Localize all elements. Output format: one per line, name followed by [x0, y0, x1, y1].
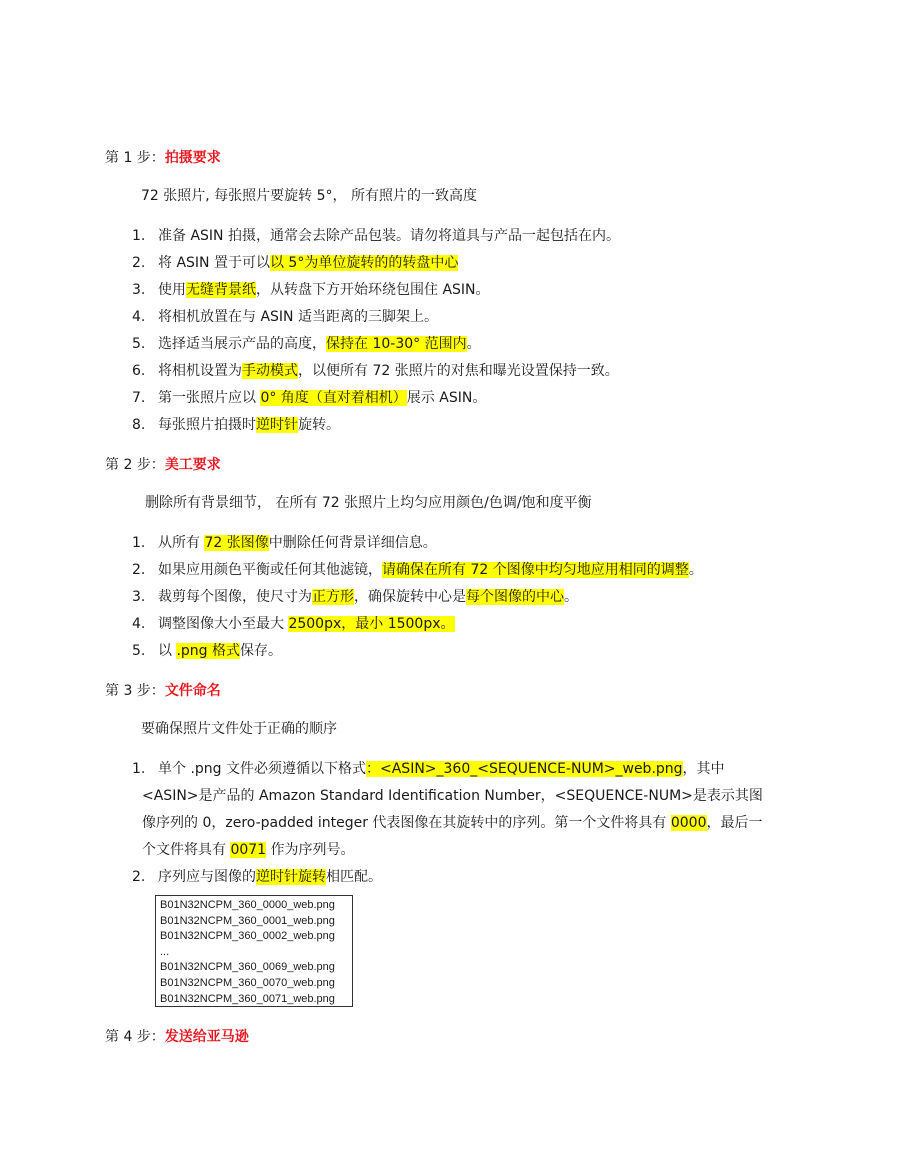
step2-item-1: 1. 从所有 72 张图像中删除任何背景详细信息。 — [132, 535, 437, 551]
step2-intro: 删除所有背景细节， 在所有 72 张照片上均匀应用颜色/色调/饱和度平衡 — [145, 495, 592, 511]
file-name-ellipsis: ... — [160, 945, 170, 958]
file-name-line: B01N32NCPM_360_0070_web.png — [160, 976, 335, 989]
step1-item-8: 8. 每张照片拍摄时逆时针旋转。 — [132, 417, 340, 433]
step4-title: 发送给亚马逊 — [164, 1029, 249, 1045]
file-name-example-box — [155, 895, 353, 1007]
step2-title: 美工要求 — [164, 457, 221, 473]
step3-item-1-line4: 个文件将具有 0071 作为序列号。 — [142, 842, 355, 858]
step3-item-1-line3: 像序列的 0，zero-padded integer 代表图像在其旋转中的序列。第一个文件将具有 0000，最后一 — [142, 815, 763, 831]
step2-prefix: 第 2 步： — [105, 457, 165, 473]
step3-title: 文件命名 — [164, 683, 221, 699]
step2-item-4: 4. 调整图像大小至最大 2500px，最小 1500px。 — [132, 616, 455, 632]
step1-item-2: 2. 将 ASIN 置于可以以 5°为单位旋转的的转盘中心 — [132, 255, 459, 271]
file-name-line: B01N32NCPM_360_0071_web.png — [160, 992, 335, 1005]
file-name-line: B01N32NCPM_360_0000_web.png — [160, 899, 335, 911]
step1-title: 拍摄要求 — [164, 150, 221, 166]
step1-item-7: 7. 第一张照片应以 0° 角度（直对着相机）展示 ASIN。 — [132, 390, 487, 406]
step1-item-5: 5. 选择适当展示产品的高度，保持在 10-30° 范围内。 — [132, 336, 481, 352]
step1-item-1: 1. 准备 ASIN 拍摄，通常会去除产品包装。请勿将道具与产品一起包括在内。 — [132, 228, 620, 244]
step3-prefix: 第 3 步： — [105, 683, 165, 699]
step3-heading — [105, 681, 221, 701]
step1-heading — [105, 148, 221, 168]
step3-item-1: 1. 单个 .png 文件必须遵循以下格式：<ASIN>_360_<SEQUENCE-NUM>_web.png，其中 — [132, 761, 725, 777]
step1-item-3: 3. 使用无缝背景纸，从转盘下方开始环绕包围住 ASIN。 — [132, 282, 490, 298]
file-name-line: B01N32NCPM_360_0002_web.png — [160, 930, 335, 943]
step2-item-5: 5. 以 .png 格式保存。 — [132, 643, 282, 659]
file-name-line: B01N32NCPM_360_0001_web.png — [160, 914, 335, 927]
step3-item-1-line2: <ASIN>是产品的 Amazon Standard Identification Number，<SEQUENCE-NUM>是表示其图 — [142, 788, 763, 804]
step1-item-6: 6. 将相机设置为手动模式，以便所有 72 张照片的对焦和曝光设置保持一致。 — [132, 363, 619, 379]
step4-heading — [105, 1027, 249, 1047]
step4-prefix: 第 4 步： — [105, 1029, 165, 1045]
step3-intro: 要确保照片文件处于正确的顺序 — [141, 721, 337, 737]
step2-heading — [105, 455, 221, 475]
step1-prefix: 第 1 步： — [105, 150, 165, 166]
step3-item-2: 2. 序列应与图像的逆时针旋转相匹配。 — [132, 869, 382, 885]
file-name-line: B01N32NCPM_360_0069_web.png — [160, 961, 335, 974]
step2-item-3: 3. 裁剪每个图像，使尺寸为正方形，确保旋转中心是每个图像的中心。 — [132, 589, 578, 605]
step2-item-2: 2. 如果应用颜色平衡或任何其他滤镜，请确保在所有 72 个图像中均匀地应用相同的调整。 — [132, 562, 703, 578]
step1-intro: 72 张照片, 每张照片要旋转 5°， 所有照片的一致高度 — [141, 188, 477, 204]
step1-item-4: 4. 将相机放置在与 ASIN 适当距离的三脚架上。 — [132, 309, 438, 325]
